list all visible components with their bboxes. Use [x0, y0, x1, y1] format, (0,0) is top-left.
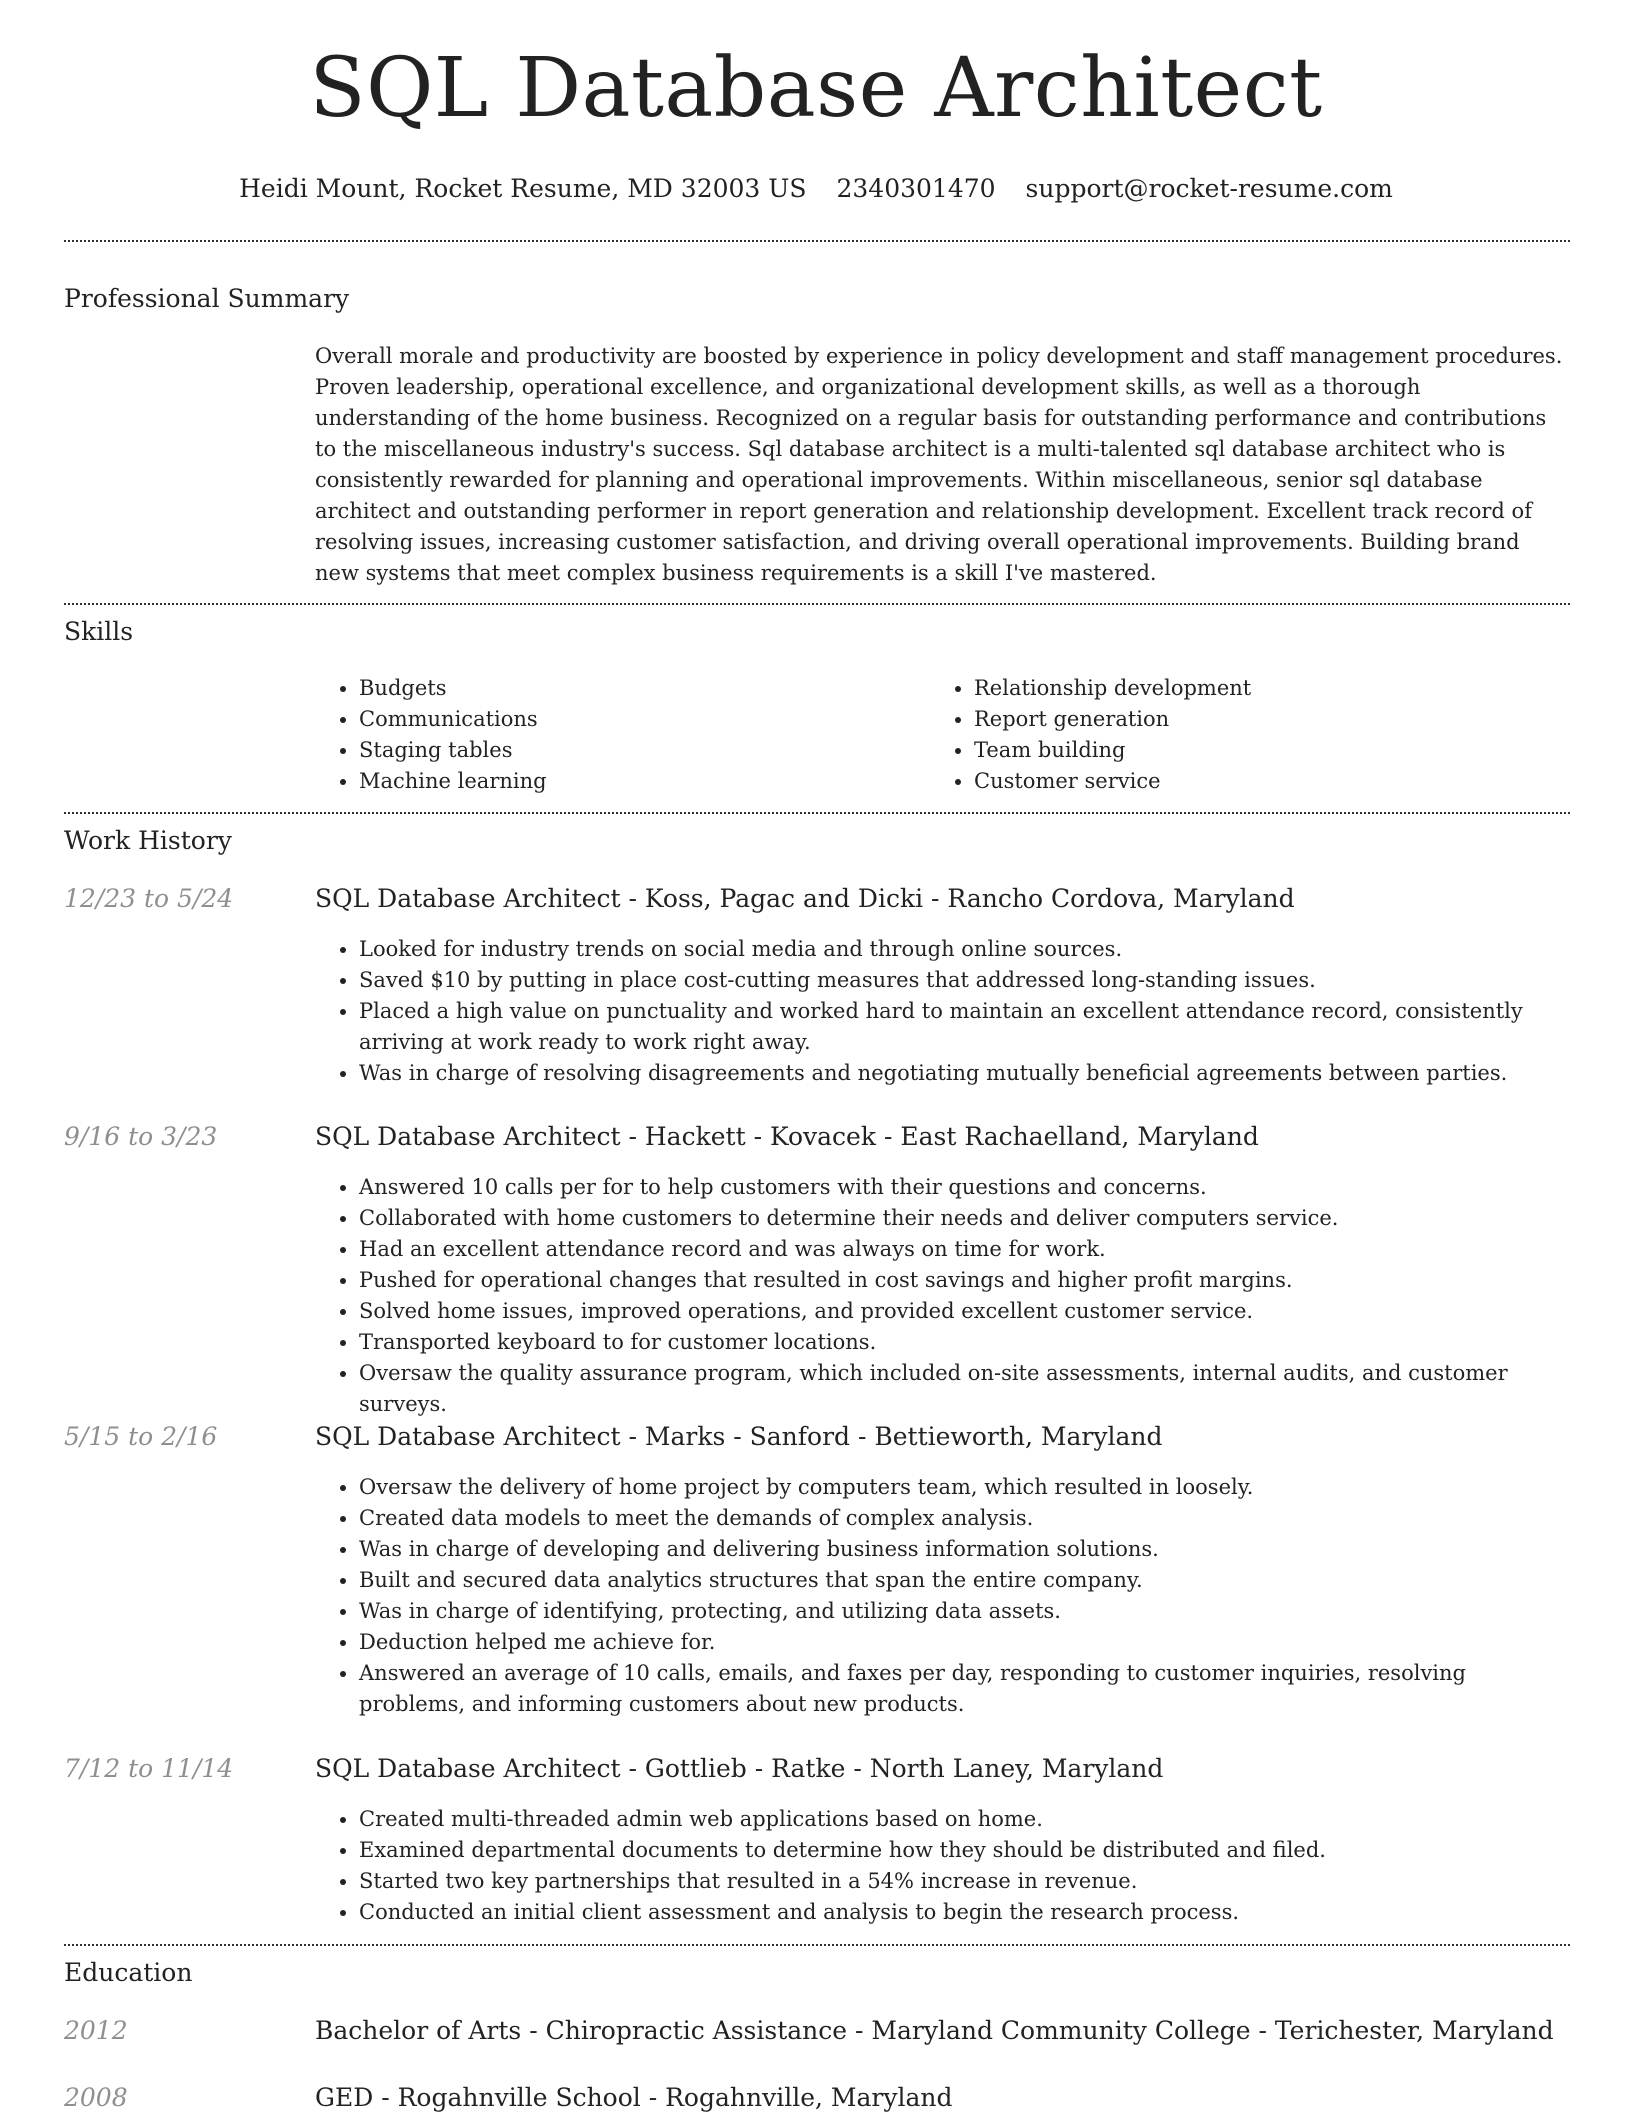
- education-year: 2008: [64, 2083, 128, 2112]
- divider: [64, 240, 1570, 242]
- job-bullet: • Was in charge of resolving disagreements and negotiating mutually beneficial agreements between parties.: [359, 1058, 1570, 1089]
- job-bullet: • Transported keyboard to for customer locations.: [359, 1327, 1570, 1358]
- job-bullets: [315, 1172, 1570, 1420]
- contact-address: Heidi Mount, Rocket Resume, MD 32003 US: [239, 174, 807, 203]
- divider: [64, 603, 1570, 605]
- job-title: SQL Database Architect - Koss, Pagac and Dicki - Rancho Cordova, Maryland: [315, 884, 1295, 913]
- job-bullet: • Conducted an initial client assessment and analysis to begin the research process.: [359, 1897, 1570, 1928]
- job-bullet: • Oversaw the quality assurance program, which included on-site assessments, internal audits, and customer surveys.: [359, 1358, 1570, 1420]
- job-bullet: • Deduction helped me achieve for.: [359, 1627, 1570, 1658]
- skill-item: • Machine learning: [359, 766, 875, 797]
- summary-heading: Professional Summary: [64, 284, 350, 313]
- job-bullet: • Answered an average of 10 calls, emails, and faxes per day, responding to customer inquiries, resolving problems, and informing customers about new products.: [359, 1658, 1570, 1720]
- education-title: Bachelor of Arts - Chiropractic Assistance - Maryland Community College - Terichester, Maryland: [315, 2016, 1554, 2045]
- job-bullets: [315, 1804, 1570, 1928]
- skills-column-left: [315, 673, 875, 797]
- job-bullets: [315, 934, 1570, 1089]
- job-bullet: • Oversaw the delivery of home project by computers team, which resulted in loosely.: [359, 1472, 1570, 1503]
- job-bullet: • Looked for industry trends on social media and through online sources.: [359, 934, 1570, 965]
- job-bullet: • Was in charge of developing and delivering business information solutions.: [359, 1534, 1570, 1565]
- contact-email[interactable]: support@rocket-resume.com: [1025, 174, 1393, 203]
- job-bullet: • Examined departmental documents to determine how they should be distributed and filed.: [359, 1835, 1570, 1866]
- job-bullets: [315, 1472, 1570, 1720]
- contact-line: [0, 174, 1632, 203]
- skill-item: • Budgets: [359, 673, 875, 704]
- skill-item: • Report generation: [974, 704, 1490, 735]
- resume-name-title: SQL Database Architect: [309, 41, 1323, 136]
- education-year: 2012: [64, 2016, 128, 2045]
- job-dates: 9/16 to 3/23: [64, 1122, 218, 1151]
- job-dates: 12/23 to 5/24: [64, 884, 234, 913]
- skills-column-right: [930, 673, 1490, 797]
- skill-item: • Team building: [974, 735, 1490, 766]
- job-title: SQL Database Architect - Marks - Sanford - Bettieworth, Maryland: [315, 1422, 1163, 1451]
- skills-heading: Skills: [64, 617, 134, 646]
- contact-phone: 2340301470: [836, 174, 996, 203]
- work-heading: Work History: [64, 826, 232, 855]
- job-bullet: • Had an excellent attendance record and was always on time for work.: [359, 1234, 1570, 1265]
- job-bullet: • Started two key partnerships that resulted in a 54% increase in revenue.: [359, 1866, 1570, 1897]
- job-dates: 7/12 to 11/14: [64, 1754, 234, 1783]
- job-bullet: • Answered 10 calls per for to help customers with their questions and concerns.: [359, 1172, 1570, 1203]
- job-bullet: • Saved $10 by putting in place cost-cutting measures that addressed long-standing issues.: [359, 965, 1570, 996]
- skill-item: • Staging tables: [359, 735, 875, 766]
- job-bullet: • Collaborated with home customers to determine their needs and deliver computers service.: [359, 1203, 1570, 1234]
- divider: [64, 1944, 1570, 1946]
- job-dates: 5/15 to 2/16: [64, 1422, 218, 1451]
- education-title: GED - Rogahnville School - Rogahnville, Maryland: [315, 2083, 953, 2112]
- job-bullet: • Created multi-threaded admin web applications based on home.: [359, 1804, 1570, 1835]
- job-bullet: • Created data models to meet the demands of complex analysis.: [359, 1503, 1570, 1534]
- job-title: SQL Database Architect - Hackett - Kovacek - East Rachaelland, Maryland: [315, 1122, 1259, 1151]
- skill-item: • Customer service: [974, 766, 1490, 797]
- education-heading: Education: [64, 1958, 193, 1987]
- divider: [64, 812, 1570, 814]
- job-bullet: • Solved home issues, improved operations, and provided excellent customer service.: [359, 1296, 1570, 1327]
- job-bullet: • Pushed for operational changes that resulted in cost savings and higher profit margins.: [359, 1265, 1570, 1296]
- summary-text: Overall morale and productivity are boosted by experience in policy development and staff management procedures. Proven leadership, operational excellence, and organizational development skills, as well as a thorough understanding of the home business. Recognized on a regular basis for outstanding performance and contributions to the miscellaneous industry's success. Sql database architect is a multi-talented sql database architect who is consistently rewarded for planning and operational improvements. Within miscellaneous, senior sql database architect and outstanding performer in report generation and relationship development. Excellent track record of resolving issues, increasing customer satisfaction, and driving overall operational improvements. Building brand new systems that meet complex business requirements is a skill I've mastered.: [315, 344, 1563, 585]
- job-title: SQL Database Architect - Gottlieb - Ratke - North Laney, Maryland: [315, 1754, 1164, 1783]
- job-bullet: • Was in charge of identifying, protecting, and utilizing data assets.: [359, 1596, 1570, 1627]
- job-bullet: • Placed a high value on punctuality and worked hard to maintain an excellent attendance record, consistently arriving at work ready to work right away.: [359, 996, 1570, 1058]
- job-bullet: • Built and secured data analytics structures that span the entire company.: [359, 1565, 1570, 1596]
- skill-item: • Communications: [359, 704, 875, 735]
- skill-item: • Relationship development: [974, 673, 1490, 704]
